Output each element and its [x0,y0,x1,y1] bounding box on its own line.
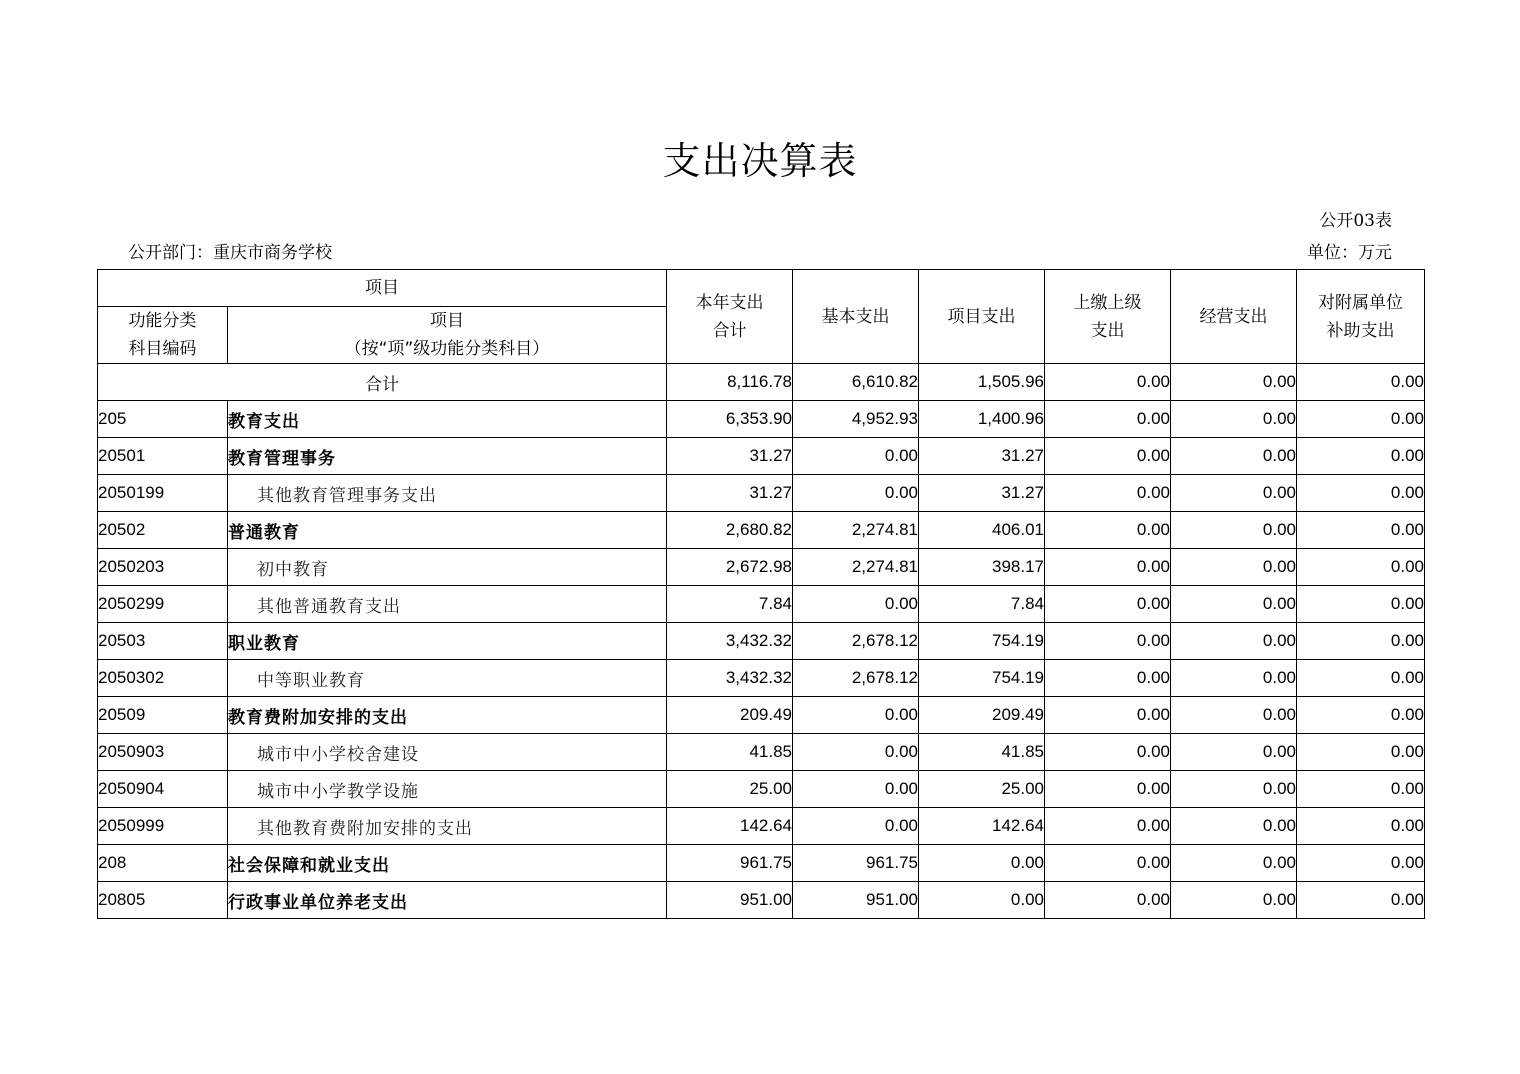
row-project: 25.00 [919,771,1045,808]
row-project: 41.85 [919,734,1045,771]
total-upper: 0.00 [1045,364,1171,401]
row-total: 951.00 [667,882,793,919]
row-name: 社会保障和就业支出 [228,845,667,882]
row-upper: 0.00 [1045,808,1171,845]
row-subsidy: 0.00 [1297,771,1425,808]
row-business: 0.00 [1171,512,1297,549]
row-basic: 0.00 [793,438,919,475]
row-business: 0.00 [1171,808,1297,845]
row-project: 1,400.96 [919,401,1045,438]
table-row [98,845,1425,882]
unit-label: 单位：万元 [1307,243,1392,263]
table-row [98,401,1425,438]
row-subsidy: 0.00 [1297,438,1425,475]
row-total: 961.75 [667,845,793,882]
row-basic: 2,678.12 [793,660,919,697]
row-code: 20501 [98,438,228,475]
row-code: 2050903 [98,734,228,771]
row-upper: 0.00 [1045,586,1171,623]
row-total: 41.85 [667,734,793,771]
row-code: 20805 [98,882,228,919]
row-name: 普通教育 [228,512,667,549]
row-business: 0.00 [1171,845,1297,882]
header-name-line2: （按“项”级功能分类科目） [344,339,550,359]
table-row [98,771,1425,808]
row-business: 0.00 [1171,401,1297,438]
row-code: 2050999 [98,808,228,845]
table-row [98,734,1425,771]
row-name: 教育管理事务 [228,438,667,475]
row-upper: 0.00 [1045,549,1171,586]
page-title: 支出决算表 [662,139,858,183]
department-label: 公开部门：重庆市商务学校 [128,243,332,263]
row-subsidy: 0.00 [1297,882,1425,919]
row-upper: 0.00 [1045,697,1171,734]
row-name: 中等职业教育 [228,660,667,697]
row-subsidy: 0.00 [1297,845,1425,882]
row-basic: 961.75 [793,845,919,882]
header-name-line1: 项目 [430,311,464,331]
row-basic: 0.00 [793,808,919,845]
row-upper: 0.00 [1045,771,1171,808]
total-project: 1,505.96 [919,364,1045,401]
row-code: 205 [98,401,228,438]
table-row [98,438,1425,475]
row-total: 6,353.90 [667,401,793,438]
row-basic: 2,678.12 [793,623,919,660]
row-basic: 2,274.81 [793,549,919,586]
row-upper: 0.00 [1045,475,1171,512]
row-code: 2050203 [98,549,228,586]
header-project: 项目支出 [919,270,1045,364]
row-code: 2050199 [98,475,228,512]
row-upper: 0.00 [1045,438,1171,475]
row-name: 初中教育 [228,549,667,586]
row-project: 7.84 [919,586,1045,623]
row-subsidy: 0.00 [1297,808,1425,845]
header-subsidy-line2: 补助支出 [1326,320,1395,341]
total-subsidy: 0.00 [1297,364,1425,401]
row-project: 142.64 [919,808,1045,845]
header-subsidy [1297,270,1425,364]
table-row [98,660,1425,697]
header-basic: 基本支出 [793,270,919,364]
row-total: 142.64 [667,808,793,845]
row-project: 31.27 [919,475,1045,512]
table-row [98,586,1425,623]
row-upper: 0.00 [1045,660,1171,697]
total-row [98,364,1425,401]
header-upper [1045,270,1171,364]
row-name: 城市中小学教学设施 [228,771,667,808]
row-subsidy: 0.00 [1297,697,1425,734]
row-code: 208 [98,845,228,882]
header-name [228,307,667,364]
row-total: 25.00 [667,771,793,808]
header-total [667,270,793,364]
header-total-line1: 本年支出 [695,292,764,313]
row-basic: 951.00 [793,882,919,919]
header-upper-line2: 支出 [1090,320,1125,341]
row-name: 职业教育 [228,623,667,660]
total-label: 合计 [98,364,667,401]
row-business: 0.00 [1171,586,1297,623]
row-total: 2,680.82 [667,512,793,549]
row-name: 教育费附加安排的支出 [228,697,667,734]
row-project: 0.00 [919,845,1045,882]
row-subsidy: 0.00 [1297,401,1425,438]
row-total: 209.49 [667,697,793,734]
row-subsidy: 0.00 [1297,512,1425,549]
row-basic: 0.00 [793,586,919,623]
row-project: 754.19 [919,623,1045,660]
form-number: 公开03表 [1319,211,1392,231]
row-code: 20509 [98,697,228,734]
row-total: 3,432.32 [667,623,793,660]
row-business: 0.00 [1171,734,1297,771]
table-row [98,512,1425,549]
row-basic: 0.00 [793,771,919,808]
row-business: 0.00 [1171,549,1297,586]
row-upper: 0.00 [1045,623,1171,660]
row-basic: 4,952.93 [793,401,919,438]
table-row [98,697,1425,734]
table-row [98,882,1425,919]
row-business: 0.00 [1171,623,1297,660]
header-upper-line1: 上缴上级 [1073,292,1142,313]
row-upper: 0.00 [1045,845,1171,882]
total-total: 8,116.78 [667,364,793,401]
row-total: 7.84 [667,586,793,623]
total-business: 0.00 [1171,364,1297,401]
header-business: 经营支出 [1171,270,1297,364]
row-upper: 0.00 [1045,734,1171,771]
row-subsidy: 0.00 [1297,549,1425,586]
row-name: 教育支出 [228,401,667,438]
total-basic: 6,610.82 [793,364,919,401]
row-business: 0.00 [1171,771,1297,808]
row-subsidy: 0.00 [1297,734,1425,771]
row-business: 0.00 [1171,660,1297,697]
row-name: 行政事业单位养老支出 [228,882,667,919]
row-name: 其他教育费附加安排的支出 [228,808,667,845]
row-code: 2050299 [98,586,228,623]
row-project: 0.00 [919,882,1045,919]
row-upper: 0.00 [1045,512,1171,549]
row-code: 2050904 [98,771,228,808]
row-subsidy: 0.00 [1297,660,1425,697]
row-project: 398.17 [919,549,1045,586]
table-row [98,808,1425,845]
row-business: 0.00 [1171,475,1297,512]
row-code: 2050302 [98,660,228,697]
row-basic: 2,274.81 [793,512,919,549]
row-business: 0.00 [1171,882,1297,919]
header-total-line2: 合计 [712,320,747,341]
row-upper: 0.00 [1045,401,1171,438]
header-item-group: 项目 [98,270,667,307]
row-total: 31.27 [667,438,793,475]
row-business: 0.00 [1171,438,1297,475]
row-subsidy: 0.00 [1297,475,1425,512]
table-row [98,549,1425,586]
row-total: 2,672.98 [667,549,793,586]
row-project: 754.19 [919,660,1045,697]
row-subsidy: 0.00 [1297,586,1425,623]
row-total: 3,432.32 [667,660,793,697]
header-code-line2: 科目编码 [128,339,197,359]
header-code-line1: 功能分类 [128,311,197,331]
row-basic: 0.00 [793,475,919,512]
row-project: 406.01 [919,512,1045,549]
table-row [98,475,1425,512]
row-subsidy: 0.00 [1297,623,1425,660]
row-upper: 0.00 [1045,882,1171,919]
expenditure-table [97,269,1425,919]
row-basic: 0.00 [793,697,919,734]
row-code: 20502 [98,512,228,549]
table-row [98,623,1425,660]
row-name: 城市中小学校舍建设 [228,734,667,771]
row-name: 其他普通教育支出 [228,586,667,623]
row-name: 其他教育管理事务支出 [228,475,667,512]
row-business: 0.00 [1171,697,1297,734]
row-project: 209.49 [919,697,1045,734]
header-code [98,307,228,364]
header-subsidy-line1: 对附属单位 [1318,292,1403,313]
row-total: 31.27 [667,475,793,512]
row-project: 31.27 [919,438,1045,475]
row-code: 20503 [98,623,228,660]
row-basic: 0.00 [793,734,919,771]
